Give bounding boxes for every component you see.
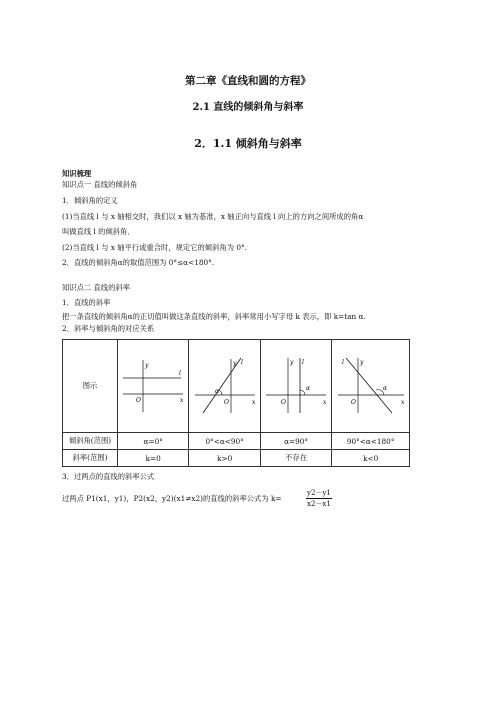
angle-cell: 0°<α<90° xyxy=(189,433,260,450)
table-header-angle: 倾斜角(范围) xyxy=(63,433,118,450)
line-label: l xyxy=(341,359,344,366)
origin-label: O xyxy=(223,399,229,406)
line-label: l xyxy=(302,359,305,366)
axis-y-label: y xyxy=(232,360,237,367)
axis-y-label: y xyxy=(359,359,364,366)
k3-item3: 3．过两点的直线的斜率公式 xyxy=(62,472,155,481)
slope-cell: 不存在 xyxy=(260,450,331,467)
overview-heading: 知识梳理 xyxy=(62,169,92,178)
graph-negative-slope-icon xyxy=(334,355,408,415)
origin-label: O xyxy=(136,397,142,404)
table-header-slope: 斜率(范围) xyxy=(63,450,118,467)
table-row-angle xyxy=(63,433,410,450)
graph-horizontal-line-icon xyxy=(119,356,187,414)
k1-item2: 2．直线的倾斜角α的取值范围为 0°≤α<180°. xyxy=(62,258,215,267)
k3-formula-text: 过两点 P1(x1，y1)，P2(x2，y2)(x1≠x2)的直线的斜率公式为 k= xyxy=(62,494,282,503)
table-header-figure: 图示 xyxy=(63,340,118,433)
section-title: 2.1 直线的倾斜角与斜率 xyxy=(192,102,304,113)
k2-def: 把一条直线的倾斜角α的正切值叫做这条直线的斜率，斜率常用小写字母 k 表示，即 k=tan α. xyxy=(62,312,366,321)
fraction-denominator: x2－x1 xyxy=(307,500,331,508)
figure-obtuse-angle xyxy=(332,340,410,433)
k2-heading: 知识点二 直线的斜率 xyxy=(62,283,130,292)
k1-def1-line2: 叫做直线 l 的倾斜角． xyxy=(62,227,135,236)
figure-acute-angle xyxy=(189,340,260,433)
k2-item1: 1．直线的斜率 xyxy=(62,298,111,307)
table-row-slope xyxy=(63,450,410,467)
angle-cell: 90°<α<180° xyxy=(332,433,410,450)
axis-x-label: x xyxy=(251,399,256,406)
chapter-title: 第二章《直线和圆的方程》 xyxy=(185,75,311,87)
slope-angle-table xyxy=(62,339,410,467)
alpha-label: α xyxy=(214,388,219,395)
alpha-label: α xyxy=(306,385,311,392)
slope-cell: k=0 xyxy=(118,450,189,467)
axis-y-label: y xyxy=(145,362,149,369)
axis-y-label: y xyxy=(290,359,294,366)
origin-label: O xyxy=(281,399,287,406)
origin-label: O xyxy=(350,399,356,406)
axis-x-label: x xyxy=(400,399,405,406)
k2-item2: 2．斜率与倾斜角的对应关系 xyxy=(62,324,155,333)
k1-heading: 知识点一 直线的倾斜角 xyxy=(62,180,138,189)
angle-cell: α=0° xyxy=(118,433,189,450)
figure-right-angle xyxy=(260,340,331,433)
line-label: l xyxy=(179,370,182,377)
fraction-numerator: y2－y1 xyxy=(307,489,331,497)
axis-x-label: x xyxy=(180,397,184,404)
slope-cell: k>0 xyxy=(189,450,260,467)
k1-item1: 1．倾斜角的定义 xyxy=(62,196,118,205)
slope-formula-fraction xyxy=(306,488,332,509)
k1-def2: (2)当直线 l 与 x 轴平行或重合时，规定它的倾斜角为 0°. xyxy=(62,243,247,252)
angle-cell: α=90° xyxy=(260,433,331,450)
k1-def1-line1: (1)当直线 l 与 x 轴相交时，我们以 x 轴为基准，x 轴正向与直线 l 向上的方向之间所成的角α xyxy=(62,212,364,221)
graph-positive-slope-icon xyxy=(191,355,259,415)
figure-angle-zero xyxy=(118,340,189,433)
alpha-label: α xyxy=(382,385,387,392)
table-row-figures xyxy=(63,340,410,433)
slope-cell: k<0 xyxy=(332,450,410,467)
subsection-title: 2．1.1 倾斜角与斜率 xyxy=(194,137,302,150)
graph-vertical-line-icon xyxy=(262,355,330,415)
line-label: l xyxy=(240,359,243,366)
axis-x-label: x xyxy=(323,399,327,406)
